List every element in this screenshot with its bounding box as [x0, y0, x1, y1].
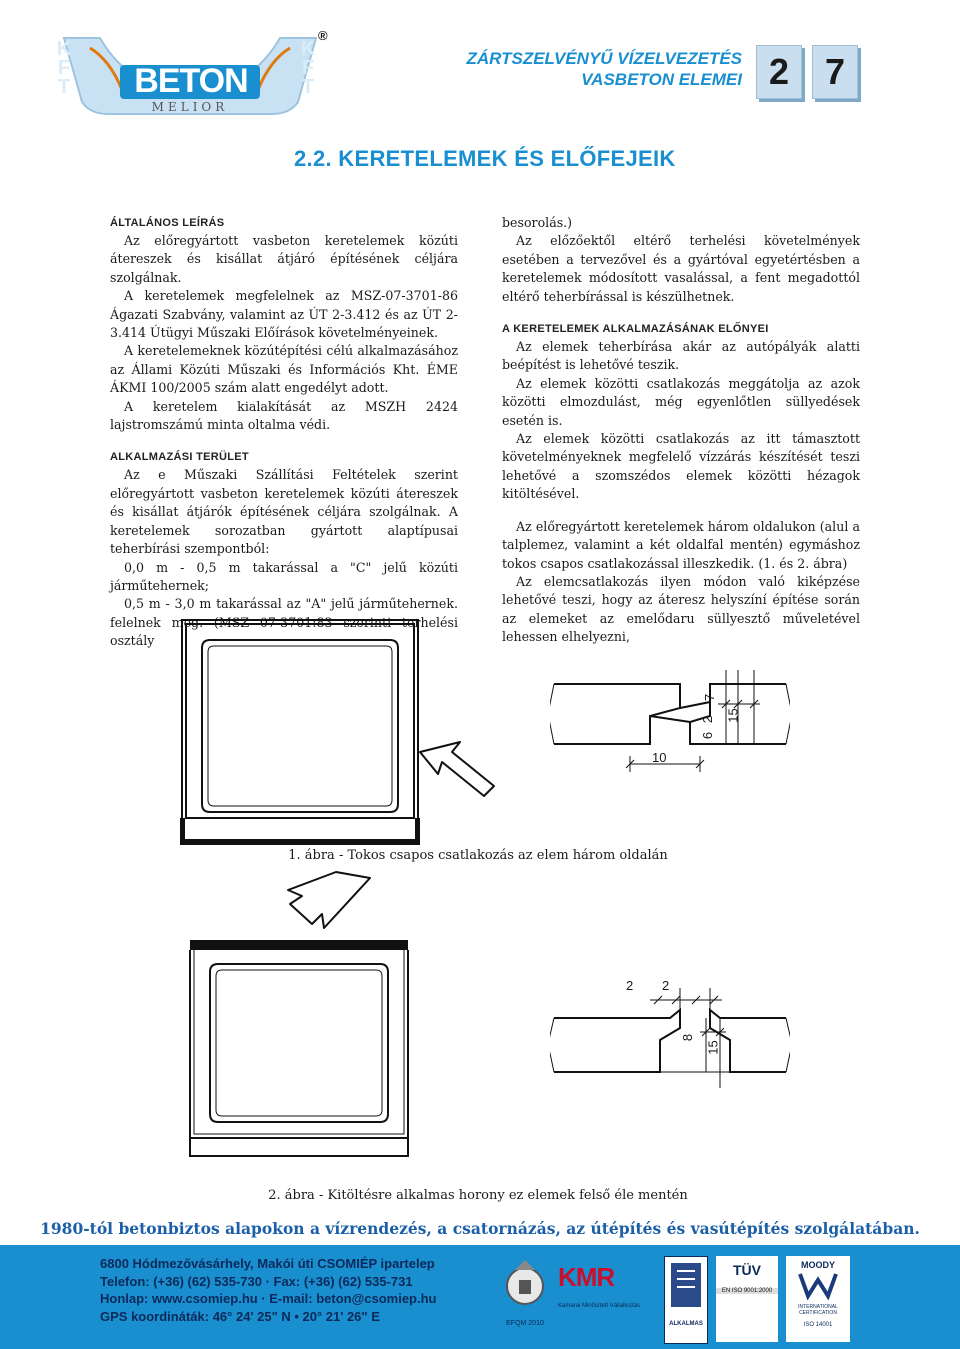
figure2-caption: 2. ábra - Kitöltésre alkalmas horony ez elemek felső éle mentén [268, 1188, 688, 1203]
fig1-dim-6: 6 [700, 731, 716, 740]
fig2-dim-2b: 2 [662, 978, 670, 993]
fig2-dim-15: 15 [705, 1040, 721, 1055]
paragraph: A keretelemek megfelelnek az MSZ-07-3701-86 Ágazati Szabvány, valamint az ÚT 2-3.412 és az ÚT 2-3.414 Útügyi Műszaki Előírások követelményeinek. [110, 288, 458, 341]
logo-kft-left: K F T [56, 38, 72, 98]
figure1-pointer-arrow-icon [416, 736, 500, 800]
figure1-caption: 1. ábra - Tokos csapos csatlakozás az elem három oldalán [288, 848, 668, 863]
footer-web: Honlap: www.csomiep.hu · E-mail: beton@csomiep.hu [100, 1291, 437, 1306]
paragraph: Az elemek közötti csatlakozás meggátolja az azok közötti elmozdulást, még egyenlőtlen süllyedések esetén is. [502, 375, 860, 428]
footer-gps: GPS koordináták: 46° 24' 25" N • 20° 21' 26" E [100, 1308, 380, 1324]
header-title: ZÁRTSZELVÉNYŰ VÍZELVEZETÉS VASBETON ELEMEI [466, 49, 742, 89]
fig1-dim-15: 15 [725, 708, 741, 723]
kmr-badge: KMR Kamarai Minősített Vállalkozás [558, 1262, 641, 1309]
fig1-dim-10: 10 [652, 750, 667, 765]
paragraph: Az elemcsatlakozás ilyen módon való kiképzése lehetővé teszi, hogy az áteresz helyszíní építése során az elemeket az emelődaru süllyesztő műveletével lehessen elhelyezni, [502, 573, 860, 645]
paragraph: besorolás.) [502, 215, 573, 230]
heading-advantages: A KERETELEMEK ALKALMAZÁSÁNAK ELŐNYEI [502, 323, 769, 336]
paragraph: Az előzőektől eltérő terhelési követelmények esetében a tervezővel és a gyártóval egyetértésben a keretelemek módosított vasalással, a fent megadottól eltérő teherbírással is készülhetnek. [502, 233, 860, 304]
logo-brand-text: BETON [134, 62, 248, 100]
figure1-frame-drawing [180, 618, 420, 848]
heading-application: ALKALMAZÁSI TERÜLET [110, 451, 249, 464]
page-digit-2: 7 [812, 45, 858, 99]
logo-kft-right: K F T [300, 38, 316, 98]
figure2-pointer-arrow-icon [284, 868, 374, 934]
efqm-badge: EFQM 2010 [505, 1256, 545, 1342]
alkalmas-badge: ALKALMAS [664, 1256, 708, 1344]
fig1-dim-2: 2 [700, 715, 716, 724]
paragraph: Az előregyártott vasbeton keretelemek közúti átereszek és kisállat átjáró építésének céljára szolgálnak. [110, 233, 458, 285]
logo-sub-text: MELIOR [151, 100, 229, 114]
paragraph: Az elemek közötti csatlakozás az itt támasztott követelményeknek megfelelő vízzárás készítését teszi lehetővé a szomszédos elemek közötti hézagok kitöltésével. [502, 431, 860, 502]
footer-slogan: 1980-tól betonbiztos alapokon a vízrendezés, a csatornázás, az útépítés és vasútépítés szolgálatában. [40, 1219, 920, 1238]
fig2-dim-8: 8 [680, 1033, 696, 1042]
fig1-dim-7: 7 [702, 693, 718, 702]
left-column [110, 214, 458, 651]
moody-emblem-icon [786, 1270, 850, 1300]
footer-address: 6800 Hódmezővásárhely, Makói úti CSOMIÉP ipartelep [100, 1256, 435, 1271]
footer-contact [100, 1255, 437, 1325]
efqm-emblem-icon [505, 1256, 545, 1316]
right-column [502, 214, 860, 647]
page-digit-1: 2 [756, 45, 802, 99]
section-title: 2.2. KERETELEMEK ÉS ELŐFEJEIK [294, 146, 676, 171]
alkalmas-emblem-icon [665, 1257, 707, 1317]
figure2-frame-drawing [188, 938, 410, 1162]
paragraph: 0,0 m - 0,5 m takarással a "C" jelű közúti járműtehernek; [110, 559, 458, 593]
company-logo [50, 30, 330, 120]
moody-badge: MOODY INTERNATIONAL CERTIFICATION ISO 14001 [786, 1256, 850, 1342]
registered-mark: ® [318, 28, 328, 43]
figure1-joint-detail-drawing [550, 664, 790, 784]
paragraph: Az e Műszaki Szállítási Feltételek szerint előregyártott vasbeton keretelemek közúti átereszek és kisállat átjárók építésének céljára szolgálnak. A keretelemek sorozatban gyártott alaptípusai teherbírási szempontból: [110, 467, 458, 557]
figure2-groove-detail-drawing [550, 988, 790, 1098]
footer-phone: Telefon: (+36) (62) 535-730 · Fax: (+36) (62) 535-731 [100, 1273, 413, 1289]
paragraph: Az előregyártott keretelemek három oldalukon (alul a talplemez, valamint a két oldalfal mentén) egymáshoz tokos csapos csatlakozással illeszkedik. (1. és 2. ábra) [502, 518, 860, 571]
fig2-dim-2a: 2 [626, 978, 634, 993]
tuv-badge: TÜV EN ISO 9001:2000 [716, 1256, 778, 1342]
paragraph: 0,5 m - 3,0 m takarással az "A" jelű járműtehernek. felelnek meg. (MSZ 07-3701:83 szerinti terhelési osztály [110, 596, 458, 649]
paragraph: A keretelem kialakítását az MSZH 2424 lajstromszámú minta oltalma védi. [110, 398, 458, 433]
heading-general: ÁLTALÁNOS LEÍRÁS [110, 217, 225, 229]
paragraph: Az elemek teherbírása akár az autópályák alatti beépítést is lehetővé teszik. [502, 339, 860, 373]
paragraph: A keretelemeknek közútépítési célú alkalmazásához az Állami Közúti Műszaki és Információs Kht. ÉME ÁKMI 100/2005 szám alatt engedélyt adott. [110, 343, 458, 396]
